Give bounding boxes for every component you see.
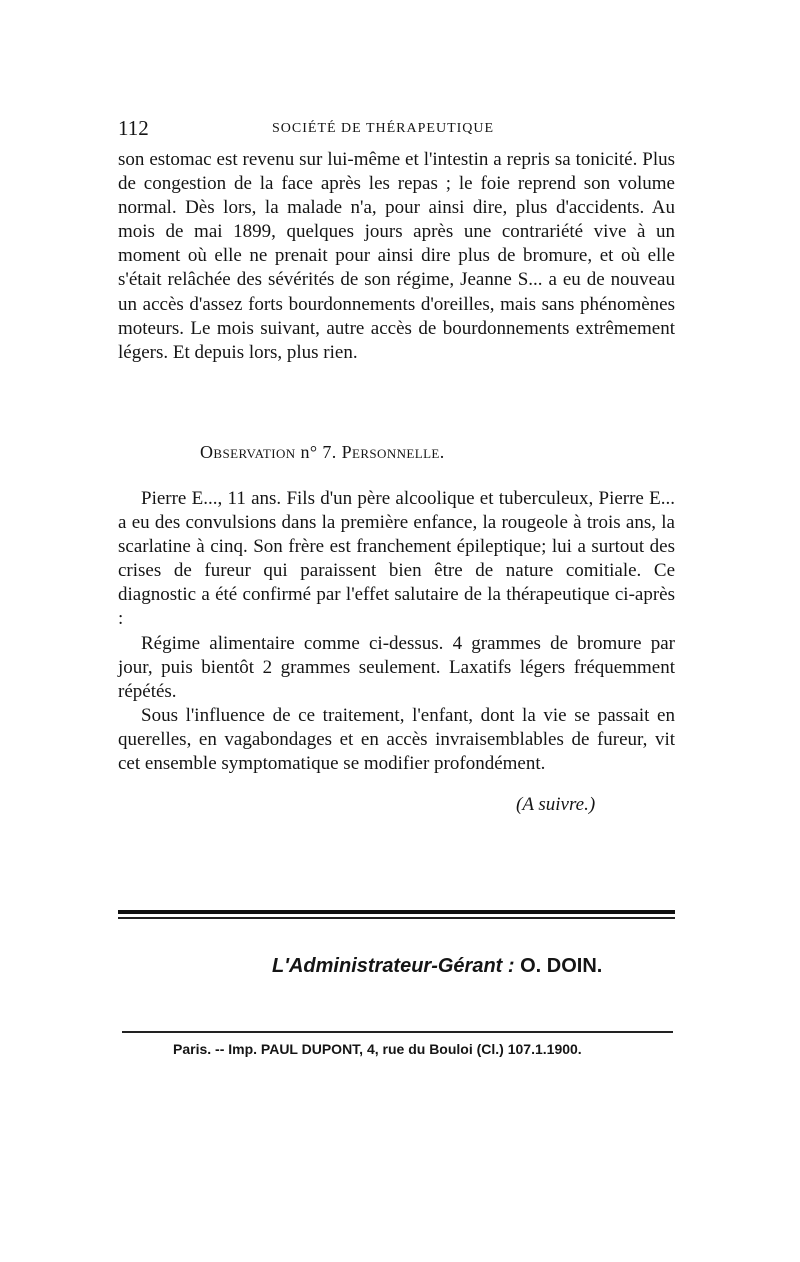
divider-bottom	[122, 1031, 673, 1033]
administrator-name: O. DOIN.	[520, 955, 603, 977]
paragraph: Sous l'influence de ce traitement, l'enfant, dont la vie se passait en querelles, en vagabondages et en accès invraisemblables de fureur, vit cet ensemble symptomatique se modifier profondément.	[118, 704, 675, 775]
divider-thin	[118, 917, 675, 919]
observation-type: Personnelle.	[341, 442, 445, 462]
paragraph: son estomac est revenu sur lui-même et l'intestin a repris sa tonicité. Plus de congestion de la face après les repas ; le foie reprend son volume normal. Dès lors, la malade n'a, pour ainsi dire, plus d'accidents. Au mois de mai 1899, quelques jours après une contrariété vive à un moment où elle ne prenait pour ainsi dire plus de bromure, et où elle s'était relâchée des sévérités de son régime, Jeanne S... a eu de nouveau un accès d'assez forts bourdonnements d'oreilles, mais sans phénomènes moteurs. Le mois suivant, autre accès de bourdonnements extrêmement légers. Et depuis lors, plus rien.	[118, 149, 675, 363]
administrator-signature	[272, 953, 602, 979]
running-head: SOCIÉTÉ DE THÉRAPEUTIQUE	[272, 121, 495, 136]
observation-number: n° 7.	[300, 442, 337, 462]
page-number: 112	[118, 116, 149, 140]
observation-body	[118, 487, 675, 776]
administrator-role: L'Administrateur-Gérant :	[272, 955, 515, 977]
page-header	[118, 116, 678, 140]
printer-imprint: Paris. -- Imp. PAUL DUPONT, 4, rue du Bouloi (Cl.) 107.1.1900.	[173, 1041, 582, 1057]
body-text-continued	[118, 148, 675, 365]
paragraph: Régime alimentaire comme ci-dessus. 4 grammes de bromure par jour, puis bientôt 2 grammes seulement. Laxatifs légers fréquemment répétés.	[118, 632, 675, 702]
paragraph: Pierre E..., 11 ans. Fils d'un père alcoolique et tuberculeux, Pierre E... a eu des convulsions dans la première enfance, la rougeole à trois ans, la scarlatine à cinq. Son frère est franchement épileptique; lui a surtout des crises de fureur qui paraissent bien être de nature comitiale. Ce diagnostic a été confirmé par l'effet salutaire de la thérapeutique ci-après :	[118, 488, 675, 630]
observation-heading	[200, 440, 445, 464]
observation-label: Observation	[200, 442, 296, 462]
divider-heavy	[118, 910, 675, 914]
to-be-continued: (A suivre.)	[516, 794, 596, 815]
